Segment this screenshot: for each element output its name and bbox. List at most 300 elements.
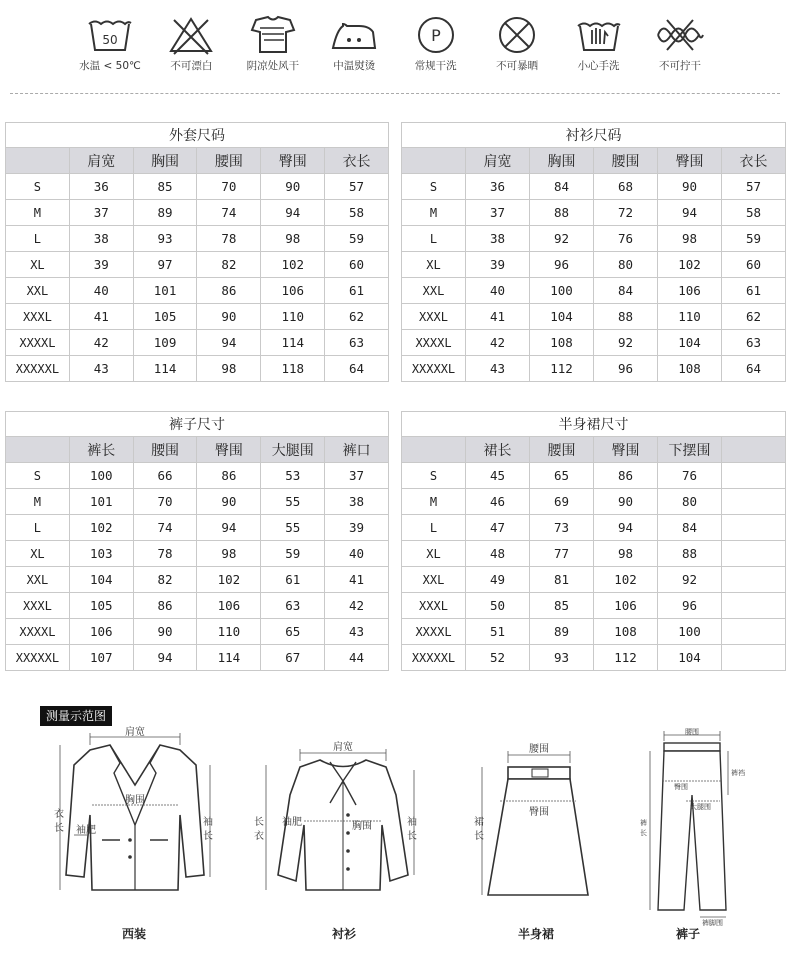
value-cell: 90 bbox=[658, 174, 722, 200]
value-cell: 100 bbox=[530, 278, 594, 304]
table-row bbox=[402, 619, 786, 645]
care-label: 不可漂白 bbox=[170, 60, 213, 72]
value-cell: 100 bbox=[69, 463, 133, 489]
value-cell: 105 bbox=[133, 304, 197, 330]
value-cell: 96 bbox=[658, 593, 722, 619]
value-cell: 92 bbox=[658, 567, 722, 593]
size-cell: S bbox=[402, 463, 466, 489]
value-cell: 90 bbox=[133, 619, 197, 645]
value-cell: 92 bbox=[594, 330, 658, 356]
value-cell: 57 bbox=[722, 174, 786, 200]
column-header: 肩宽 bbox=[69, 148, 133, 174]
table-row bbox=[402, 515, 786, 541]
pants-drawing bbox=[636, 725, 756, 930]
value-cell: 59 bbox=[325, 226, 389, 252]
column-header: 大腿围 bbox=[261, 437, 325, 463]
size-cell: XL bbox=[6, 252, 70, 278]
value-cell: 96 bbox=[594, 356, 658, 382]
table-row bbox=[6, 252, 389, 278]
value-cell: 110 bbox=[261, 304, 325, 330]
care-item bbox=[396, 14, 476, 76]
pants-hip-label: 臀围 bbox=[674, 783, 688, 791]
size-cell: S bbox=[6, 174, 70, 200]
size-cell: L bbox=[402, 226, 466, 252]
section-divider bbox=[10, 93, 780, 94]
value-cell: 94 bbox=[197, 330, 261, 356]
value-cell: 106 bbox=[69, 619, 133, 645]
suit-drawing bbox=[50, 725, 220, 900]
value-cell: 37 bbox=[325, 463, 389, 489]
table-row bbox=[6, 304, 389, 330]
value-cell: 118 bbox=[261, 356, 325, 382]
value-cell: 108 bbox=[530, 330, 594, 356]
value-cell: 114 bbox=[197, 645, 261, 671]
table-row bbox=[402, 278, 786, 304]
value-cell: 94 bbox=[658, 200, 722, 226]
value-cell: 92 bbox=[530, 226, 594, 252]
value-cell: 108 bbox=[594, 619, 658, 645]
value-cell: 41 bbox=[466, 304, 530, 330]
value-cell: 64 bbox=[325, 356, 389, 382]
skirt-size-table bbox=[401, 411, 786, 671]
table-row bbox=[402, 226, 786, 252]
value-cell: 42 bbox=[466, 330, 530, 356]
value-cell: 101 bbox=[69, 489, 133, 515]
shirt-length-label-a: 长 bbox=[254, 817, 264, 828]
size-cell: S bbox=[402, 174, 466, 200]
shirt-size-table bbox=[401, 122, 786, 382]
table-row bbox=[6, 567, 389, 593]
suit-sleeve-width-label: 袖肥 bbox=[76, 825, 96, 836]
value-cell: 37 bbox=[69, 200, 133, 226]
value-cell: 104 bbox=[530, 304, 594, 330]
skirt-waist-label: 腰围 bbox=[529, 744, 549, 755]
skirt-hip-label: 臀围 bbox=[529, 807, 549, 818]
size-cell: XXXXL bbox=[6, 330, 70, 356]
care-label: 常规干洗 bbox=[414, 60, 457, 72]
table-row bbox=[6, 330, 389, 356]
table-title: 外套尺码 bbox=[6, 123, 389, 148]
size-cell: XXL bbox=[6, 278, 70, 304]
suit-shoulder-label: 肩宽 bbox=[125, 727, 145, 738]
value-cell: 98 bbox=[261, 226, 325, 252]
value-cell: 109 bbox=[133, 330, 197, 356]
value-cell: 59 bbox=[261, 541, 325, 567]
value-cell bbox=[722, 541, 786, 567]
value-cell: 93 bbox=[133, 226, 197, 252]
no-sun-icon bbox=[492, 14, 542, 56]
wash-temp-value: 50 bbox=[102, 33, 118, 47]
value-cell: 106 bbox=[197, 593, 261, 619]
column-header: 臀围 bbox=[197, 437, 261, 463]
size-cell: XXXXXL bbox=[6, 645, 70, 671]
value-cell: 37 bbox=[466, 200, 530, 226]
value-cell: 93 bbox=[530, 645, 594, 671]
value-cell: 55 bbox=[261, 515, 325, 541]
care-label: 不可拧干 bbox=[658, 60, 701, 72]
value-cell: 112 bbox=[530, 356, 594, 382]
table-row bbox=[6, 278, 389, 304]
value-cell: 58 bbox=[325, 200, 389, 226]
skirt-caption: 半身裙 bbox=[518, 927, 555, 941]
table-row bbox=[6, 489, 389, 515]
no-wring-icon bbox=[655, 14, 705, 56]
value-cell: 114 bbox=[261, 330, 325, 356]
value-cell: 61 bbox=[722, 278, 786, 304]
value-cell: 51 bbox=[466, 619, 530, 645]
value-cell: 77 bbox=[530, 541, 594, 567]
table-row bbox=[402, 567, 786, 593]
size-cell: XXXL bbox=[402, 304, 466, 330]
value-cell: 102 bbox=[658, 252, 722, 278]
value-cell: 63 bbox=[722, 330, 786, 356]
column-header: 衣长 bbox=[325, 148, 389, 174]
value-cell: 64 bbox=[722, 356, 786, 382]
value-cell bbox=[722, 645, 786, 671]
value-cell: 76 bbox=[658, 463, 722, 489]
value-cell: 70 bbox=[133, 489, 197, 515]
pants-length-label-a: 裤 bbox=[640, 819, 647, 827]
value-cell: 94 bbox=[594, 515, 658, 541]
table-row bbox=[6, 356, 389, 382]
size-cell: XXXXL bbox=[402, 330, 466, 356]
suit-length-label-b: 长 bbox=[54, 823, 64, 834]
value-cell: 82 bbox=[133, 567, 197, 593]
value-cell: 36 bbox=[466, 174, 530, 200]
pants-diagram bbox=[636, 725, 756, 941]
table-row bbox=[402, 330, 786, 356]
skirt-length-label-b: 长 bbox=[474, 831, 484, 842]
value-cell: 61 bbox=[325, 278, 389, 304]
dry-clean-icon bbox=[411, 14, 461, 56]
column-header: 臀围 bbox=[658, 148, 722, 174]
size-cell: XXL bbox=[6, 567, 70, 593]
value-cell: 50 bbox=[466, 593, 530, 619]
size-cell: XXXXXL bbox=[402, 356, 466, 382]
table-header-row bbox=[402, 437, 786, 463]
size-cell: L bbox=[6, 226, 70, 252]
table-row bbox=[402, 593, 786, 619]
size-cell: XXXL bbox=[6, 304, 70, 330]
care-item bbox=[70, 14, 150, 76]
table-row bbox=[6, 463, 389, 489]
suit-diagram bbox=[50, 725, 220, 941]
value-cell: 110 bbox=[658, 304, 722, 330]
size-cell: L bbox=[6, 515, 70, 541]
care-item bbox=[477, 14, 557, 76]
value-cell: 106 bbox=[658, 278, 722, 304]
value-cell: 98 bbox=[658, 226, 722, 252]
value-cell: 39 bbox=[466, 252, 530, 278]
value-cell bbox=[722, 593, 786, 619]
value-cell: 104 bbox=[658, 330, 722, 356]
table-title: 裤子尺寸 bbox=[6, 412, 389, 437]
value-cell: 38 bbox=[466, 226, 530, 252]
column-header: 衣长 bbox=[722, 148, 786, 174]
care-label: 中温熨烫 bbox=[333, 60, 376, 72]
value-cell: 94 bbox=[261, 200, 325, 226]
value-cell: 86 bbox=[197, 463, 261, 489]
value-cell: 43 bbox=[466, 356, 530, 382]
measure-diagram-tag: 测量示范图 bbox=[40, 706, 112, 726]
table-title: 半身裙尺寸 bbox=[402, 412, 786, 437]
table-title: 衬衫尺码 bbox=[402, 123, 786, 148]
value-cell: 41 bbox=[325, 567, 389, 593]
column-header bbox=[722, 437, 786, 463]
value-cell: 103 bbox=[69, 541, 133, 567]
size-cell: XXXXL bbox=[6, 619, 70, 645]
hand-wash-icon bbox=[574, 14, 624, 56]
value-cell bbox=[722, 515, 786, 541]
value-cell: 39 bbox=[325, 515, 389, 541]
value-cell bbox=[722, 619, 786, 645]
value-cell: 60 bbox=[325, 252, 389, 278]
value-cell: 58 bbox=[722, 200, 786, 226]
shirt-length-label-b: 衣 bbox=[254, 831, 264, 842]
value-cell: 84 bbox=[594, 278, 658, 304]
value-cell: 105 bbox=[69, 593, 133, 619]
shirt-chest-label: 胸围 bbox=[352, 821, 372, 832]
pants-waist-label: 腰围 bbox=[685, 728, 699, 736]
value-cell: 102 bbox=[261, 252, 325, 278]
pants-thigh-label: 大腿围 bbox=[690, 803, 711, 811]
value-cell: 97 bbox=[133, 252, 197, 278]
size-cell: XL bbox=[402, 541, 466, 567]
size-cell: M bbox=[402, 489, 466, 515]
column-header: 腰围 bbox=[133, 437, 197, 463]
value-cell: 66 bbox=[133, 463, 197, 489]
value-cell: 86 bbox=[133, 593, 197, 619]
value-cell: 43 bbox=[69, 356, 133, 382]
value-cell: 62 bbox=[325, 304, 389, 330]
column-header: 裤长 bbox=[69, 437, 133, 463]
table-row bbox=[402, 541, 786, 567]
value-cell: 107 bbox=[69, 645, 133, 671]
pants-length-label-b: 长 bbox=[640, 829, 647, 837]
value-cell: 90 bbox=[261, 174, 325, 200]
column-header bbox=[6, 437, 70, 463]
value-cell: 110 bbox=[197, 619, 261, 645]
table-row bbox=[402, 200, 786, 226]
value-cell: 80 bbox=[658, 489, 722, 515]
table-row bbox=[402, 645, 786, 671]
value-cell: 44 bbox=[325, 645, 389, 671]
value-cell: 96 bbox=[530, 252, 594, 278]
value-cell: 101 bbox=[133, 278, 197, 304]
value-cell: 94 bbox=[197, 515, 261, 541]
value-cell: 69 bbox=[530, 489, 594, 515]
column-header: 腰围 bbox=[197, 148, 261, 174]
value-cell: 88 bbox=[658, 541, 722, 567]
table-row bbox=[402, 174, 786, 200]
table-row bbox=[402, 304, 786, 330]
value-cell: 108 bbox=[658, 356, 722, 382]
value-cell: 61 bbox=[261, 567, 325, 593]
value-cell: 60 bbox=[722, 252, 786, 278]
suit-length-label-a: 衣 bbox=[54, 809, 64, 820]
size-cell: XXXXXL bbox=[6, 356, 70, 382]
value-cell: 78 bbox=[197, 226, 261, 252]
value-cell: 65 bbox=[261, 619, 325, 645]
value-cell: 53 bbox=[261, 463, 325, 489]
value-cell: 89 bbox=[530, 619, 594, 645]
value-cell: 42 bbox=[69, 330, 133, 356]
value-cell: 89 bbox=[133, 200, 197, 226]
size-cell: XL bbox=[402, 252, 466, 278]
table-row bbox=[402, 356, 786, 382]
column-header bbox=[402, 437, 466, 463]
suit-caption: 西装 bbox=[122, 927, 147, 941]
suit-sleeve-label-a: 袖 bbox=[203, 817, 213, 828]
table-header-row bbox=[402, 148, 786, 174]
column-header bbox=[6, 148, 70, 174]
value-cell: 57 bbox=[325, 174, 389, 200]
value-cell: 39 bbox=[69, 252, 133, 278]
skirt-length-label-a: 裙 bbox=[474, 817, 484, 828]
value-cell: 40 bbox=[466, 278, 530, 304]
column-header: 肩宽 bbox=[466, 148, 530, 174]
column-header: 腰围 bbox=[530, 437, 594, 463]
table-row bbox=[402, 489, 786, 515]
value-cell: 62 bbox=[722, 304, 786, 330]
value-cell: 63 bbox=[261, 593, 325, 619]
value-cell: 104 bbox=[69, 567, 133, 593]
dry-clean-value: P bbox=[430, 26, 441, 45]
pants-rise-label: 裤裆 bbox=[731, 769, 745, 777]
column-header: 胸围 bbox=[133, 148, 197, 174]
value-cell: 98 bbox=[197, 356, 261, 382]
care-item bbox=[151, 14, 231, 76]
table-header-row bbox=[6, 148, 389, 174]
value-cell: 42 bbox=[325, 593, 389, 619]
size-cell: L bbox=[402, 515, 466, 541]
size-cell: S bbox=[6, 463, 70, 489]
value-cell: 36 bbox=[69, 174, 133, 200]
table-row bbox=[402, 252, 786, 278]
column-header: 臀围 bbox=[594, 437, 658, 463]
value-cell: 47 bbox=[466, 515, 530, 541]
value-cell: 59 bbox=[722, 226, 786, 252]
table-row bbox=[6, 593, 389, 619]
value-cell: 52 bbox=[466, 645, 530, 671]
value-cell: 90 bbox=[594, 489, 658, 515]
value-cell: 94 bbox=[133, 645, 197, 671]
value-cell: 43 bbox=[325, 619, 389, 645]
value-cell: 49 bbox=[466, 567, 530, 593]
value-cell: 78 bbox=[133, 541, 197, 567]
wash-50-icon bbox=[85, 14, 135, 56]
value-cell: 104 bbox=[658, 645, 722, 671]
size-cell: XXXL bbox=[402, 593, 466, 619]
column-header: 裤口 bbox=[325, 437, 389, 463]
suit-chest-label: 胸围 bbox=[125, 795, 145, 806]
column-header: 下摆围 bbox=[658, 437, 722, 463]
table-row bbox=[6, 226, 389, 252]
value-cell bbox=[722, 463, 786, 489]
shirt-diagram bbox=[252, 725, 422, 941]
table-row bbox=[6, 645, 389, 671]
table-row bbox=[6, 200, 389, 226]
value-cell: 86 bbox=[197, 278, 261, 304]
care-instructions bbox=[70, 14, 720, 76]
value-cell: 102 bbox=[594, 567, 658, 593]
value-cell: 84 bbox=[658, 515, 722, 541]
value-cell: 40 bbox=[69, 278, 133, 304]
table-row bbox=[6, 541, 389, 567]
suit-sleeve-label-b: 长 bbox=[203, 831, 213, 842]
table-row bbox=[6, 174, 389, 200]
value-cell: 100 bbox=[658, 619, 722, 645]
value-cell: 88 bbox=[530, 200, 594, 226]
care-item bbox=[559, 14, 639, 76]
pants-caption: 裤子 bbox=[676, 927, 701, 941]
table-row bbox=[402, 463, 786, 489]
care-label: 阴凉处风干 bbox=[246, 60, 300, 72]
value-cell bbox=[722, 489, 786, 515]
column-header: 胸围 bbox=[530, 148, 594, 174]
value-cell: 112 bbox=[594, 645, 658, 671]
skirt-diagram bbox=[470, 725, 600, 941]
value-cell: 45 bbox=[466, 463, 530, 489]
shirt-sleeve-label-a: 袖 bbox=[407, 817, 417, 828]
value-cell: 63 bbox=[325, 330, 389, 356]
column-header: 臀围 bbox=[261, 148, 325, 174]
value-cell: 68 bbox=[594, 174, 658, 200]
shirt-sleeve-label-b: 长 bbox=[407, 831, 417, 842]
pants-hem-label: 裤脚围 bbox=[702, 919, 723, 927]
shirt-sleeve-width-label: 袖肥 bbox=[282, 817, 302, 828]
size-cell: XXXXL bbox=[402, 619, 466, 645]
value-cell: 82 bbox=[197, 252, 261, 278]
value-cell: 80 bbox=[594, 252, 658, 278]
value-cell: 81 bbox=[530, 567, 594, 593]
shade-dry-icon bbox=[248, 14, 298, 56]
size-cell: XXL bbox=[402, 278, 466, 304]
size-cell: M bbox=[6, 200, 70, 226]
value-cell: 90 bbox=[197, 489, 261, 515]
value-cell: 46 bbox=[466, 489, 530, 515]
value-cell: 102 bbox=[69, 515, 133, 541]
value-cell: 85 bbox=[530, 593, 594, 619]
value-cell: 98 bbox=[594, 541, 658, 567]
table-row bbox=[6, 619, 389, 645]
shirt-shoulder-label: 肩宽 bbox=[333, 742, 353, 753]
value-cell: 84 bbox=[530, 174, 594, 200]
value-cell: 65 bbox=[530, 463, 594, 489]
shirt-caption: 衬衫 bbox=[332, 927, 357, 941]
value-cell: 72 bbox=[594, 200, 658, 226]
shirt-drawing bbox=[252, 725, 422, 900]
size-cell: M bbox=[402, 200, 466, 226]
size-cell: XXXXXL bbox=[402, 645, 466, 671]
coat-size-table bbox=[5, 122, 389, 382]
care-item bbox=[314, 14, 394, 76]
value-cell: 55 bbox=[261, 489, 325, 515]
size-cell: XL bbox=[6, 541, 70, 567]
column-header: 裙长 bbox=[466, 437, 530, 463]
value-cell: 76 bbox=[594, 226, 658, 252]
table-header-row bbox=[6, 437, 389, 463]
value-cell: 38 bbox=[69, 226, 133, 252]
column-header bbox=[402, 148, 466, 174]
value-cell: 86 bbox=[594, 463, 658, 489]
no-bleach-icon bbox=[166, 14, 216, 56]
size-cell: XXXL bbox=[6, 593, 70, 619]
value-cell: 106 bbox=[261, 278, 325, 304]
value-cell: 70 bbox=[197, 174, 261, 200]
pants-size-table bbox=[5, 411, 389, 671]
care-item bbox=[640, 14, 720, 76]
